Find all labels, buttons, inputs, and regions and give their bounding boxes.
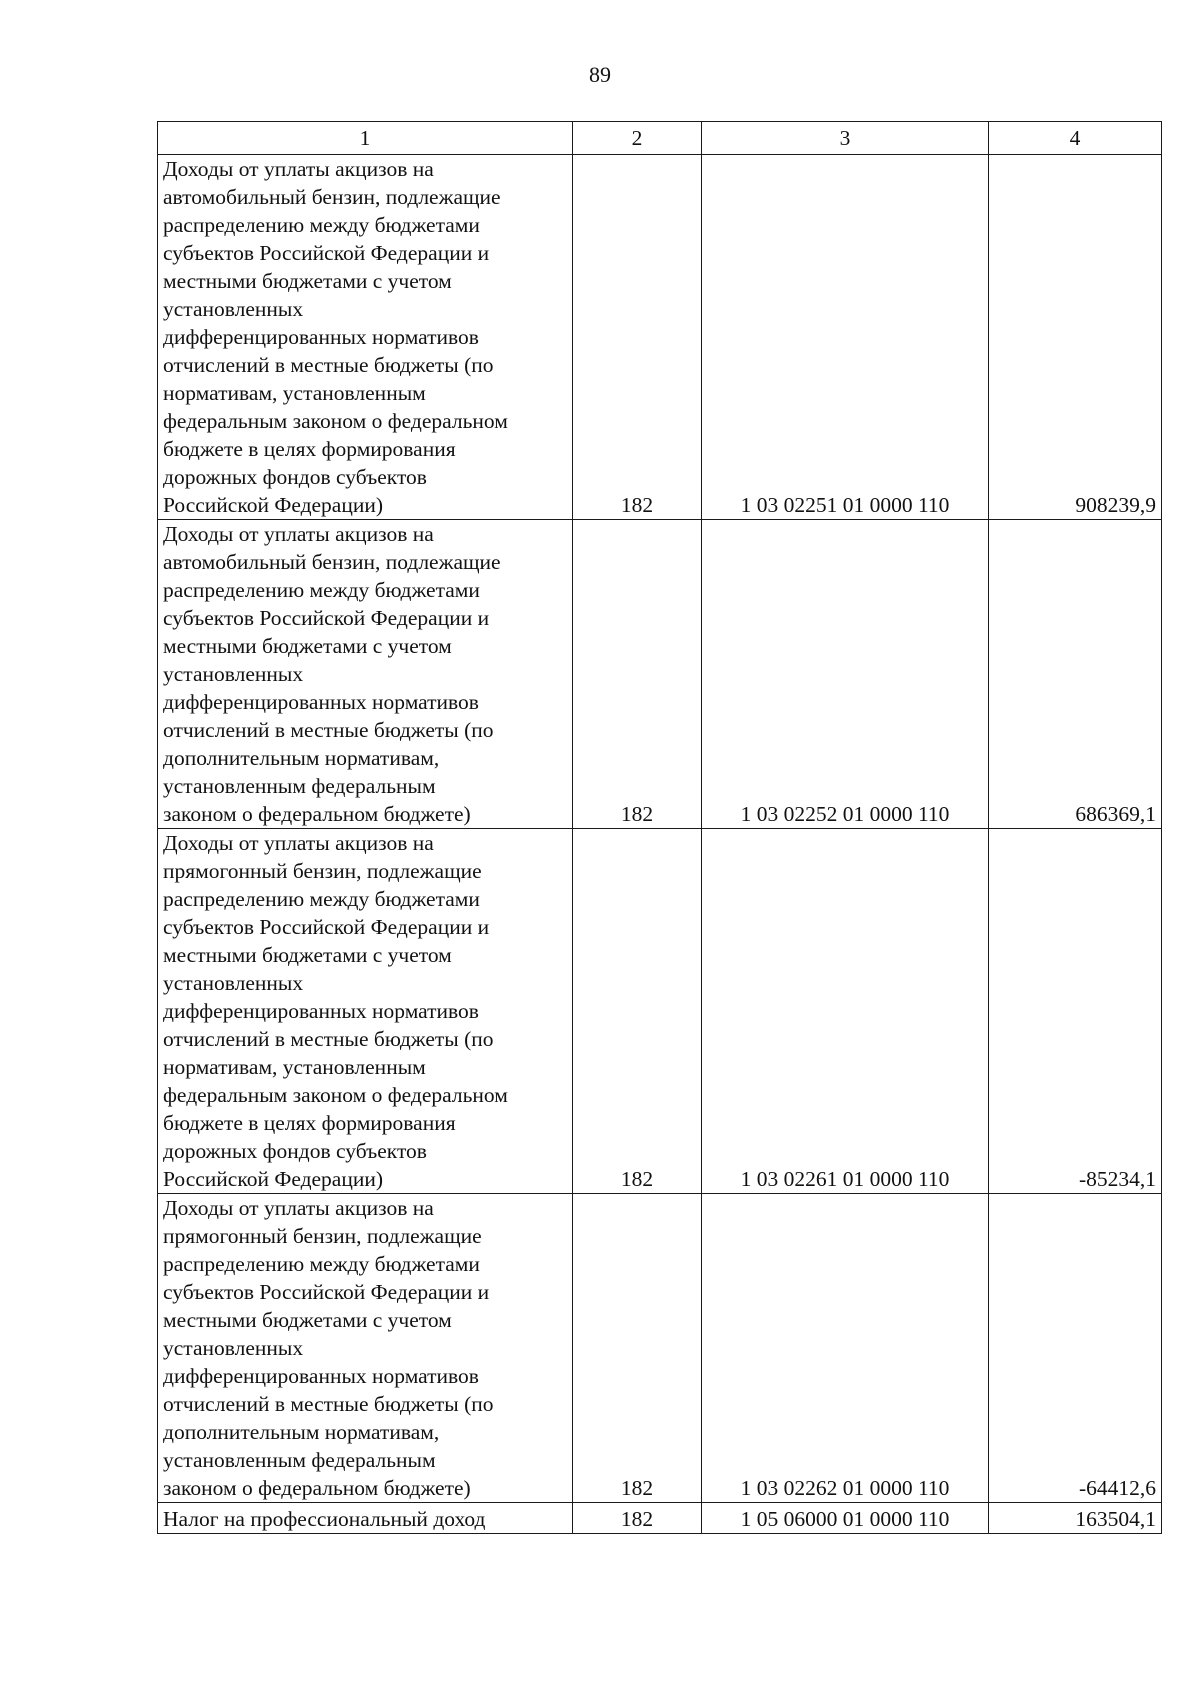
revenue-name-line: Доходы от уплаты акцизов на bbox=[163, 1196, 434, 1220]
header-col-3: 3 bbox=[702, 122, 989, 155]
revenue-name-cell bbox=[158, 520, 573, 829]
revenue-name-line: местными бюджетами с учетом bbox=[163, 634, 452, 658]
revenue-name-line: дифференцированных нормативов bbox=[163, 690, 479, 714]
amount-cell: 163504,1 bbox=[989, 1503, 1162, 1534]
budget-code-cell: 1 05 06000 01 0000 110 bbox=[702, 1503, 989, 1534]
amount-cell: -85234,1 bbox=[989, 829, 1162, 1194]
table-row bbox=[158, 1194, 1162, 1503]
header-col-2: 2 bbox=[573, 122, 702, 155]
admin-code-cell: 182 bbox=[573, 155, 702, 520]
revenue-name-line: установленных bbox=[163, 971, 304, 995]
revenue-name-line: федеральным законом о федеральном bbox=[163, 1083, 508, 1107]
revenue-name-line: местными бюджетами с учетом bbox=[163, 269, 452, 293]
admin-code-cell: 182 bbox=[573, 1194, 702, 1503]
budget-code-cell: 1 03 02261 01 0000 110 bbox=[702, 829, 989, 1194]
revenue-name-line: дорожных фондов субъектов bbox=[163, 465, 427, 489]
header-col-1: 1 bbox=[158, 122, 573, 155]
amount-cell: 908239,9 bbox=[989, 155, 1162, 520]
amount-cell: 686369,1 bbox=[989, 520, 1162, 829]
revenue-name-line: автомобильный бензин, подлежащие bbox=[163, 185, 501, 209]
budget-code-cell: 1 03 02262 01 0000 110 bbox=[702, 1194, 989, 1503]
table-row bbox=[158, 155, 1162, 520]
admin-code-cell: 182 bbox=[573, 1503, 702, 1534]
revenue-name-line: установленным федеральным bbox=[163, 1448, 436, 1472]
revenue-name-line: субъектов Российской Федерации и bbox=[163, 606, 490, 630]
revenue-name-cell bbox=[158, 155, 573, 520]
revenue-name-line: дорожных фондов субъектов bbox=[163, 1139, 427, 1163]
revenue-name-line: установленных bbox=[163, 1336, 304, 1360]
revenue-name-line: распределению между бюджетами bbox=[163, 213, 480, 237]
revenue-name-line: законом о федеральном бюджете) bbox=[163, 1476, 471, 1500]
header-col-4: 4 bbox=[989, 122, 1162, 155]
amount-cell: -64412,6 bbox=[989, 1194, 1162, 1503]
revenue-name-line: федеральным законом о федеральном bbox=[163, 409, 508, 433]
revenue-name-line: местными бюджетами с учетом bbox=[163, 943, 452, 967]
revenue-table bbox=[157, 121, 1162, 1534]
revenue-name-line: нормативам, установленным bbox=[163, 1055, 426, 1079]
revenue-name-line: законом о федеральном бюджете) bbox=[163, 802, 471, 826]
revenue-name-line: распределению между бюджетами bbox=[163, 1252, 480, 1276]
revenue-name-line: дополнительным нормативам, bbox=[163, 746, 440, 770]
revenue-name-line: Российской Федерации) bbox=[163, 493, 384, 517]
admin-code-cell: 182 bbox=[573, 829, 702, 1194]
revenue-name-line: распределению между бюджетами bbox=[163, 887, 480, 911]
page-number: 89 bbox=[589, 62, 611, 87]
revenue-name-line: установленных bbox=[163, 297, 304, 321]
revenue-name-line: установленным федеральным bbox=[163, 774, 436, 798]
revenue-name-line: отчислений в местные бюджеты (по bbox=[163, 353, 494, 377]
revenue-name-line: Российской Федерации) bbox=[163, 1167, 384, 1191]
revenue-name-line: дополнительным нормативам, bbox=[163, 1420, 440, 1444]
revenue-name-line: субъектов Российской Федерации и bbox=[163, 915, 490, 939]
revenue-name-line: отчислений в местные бюджеты (по bbox=[163, 1027, 494, 1051]
budget-code-cell: 1 03 02251 01 0000 110 bbox=[702, 155, 989, 520]
revenue-name-line: местными бюджетами с учетом bbox=[163, 1308, 452, 1332]
revenue-name-cell bbox=[158, 1194, 573, 1503]
revenue-name-line: бюджете в целях формирования bbox=[163, 1111, 456, 1135]
revenue-name-line: дифференцированных нормативов bbox=[163, 325, 479, 349]
revenue-name-line: прямогонный бензин, подлежащие bbox=[163, 1224, 482, 1248]
revenue-name-line: Доходы от уплаты акцизов на bbox=[163, 157, 434, 181]
revenue-name-line: дифференцированных нормативов bbox=[163, 999, 479, 1023]
revenue-name-cell bbox=[158, 1503, 573, 1534]
revenue-name-line: дифференцированных нормативов bbox=[163, 1364, 479, 1388]
budget-code-cell: 1 03 02252 01 0000 110 bbox=[702, 520, 989, 829]
revenue-name-line: распределению между бюджетами bbox=[163, 578, 480, 602]
revenue-name-line: субъектов Российской Федерации и bbox=[163, 1280, 490, 1304]
revenue-name-cell bbox=[158, 829, 573, 1194]
revenue-name-line: установленных bbox=[163, 662, 304, 686]
admin-code-cell: 182 bbox=[573, 520, 702, 829]
revenue-name-line: Доходы от уплаты акцизов на bbox=[163, 831, 434, 855]
revenue-name-line: Доходы от уплаты акцизов на bbox=[163, 522, 434, 546]
revenue-name-line: отчислений в местные бюджеты (по bbox=[163, 1392, 494, 1416]
revenue-name-line: автомобильный бензин, подлежащие bbox=[163, 550, 501, 574]
table-row bbox=[158, 520, 1162, 829]
table-header-row bbox=[158, 122, 1162, 155]
revenue-name-line: субъектов Российской Федерации и bbox=[163, 241, 490, 265]
revenue-name-line: бюджете в целях формирования bbox=[163, 437, 456, 461]
table-row bbox=[158, 829, 1162, 1194]
table-row bbox=[158, 1503, 1162, 1534]
revenue-name-line: прямогонный бензин, подлежащие bbox=[163, 859, 482, 883]
revenue-name-line: нормативам, установленным bbox=[163, 381, 426, 405]
revenue-name-line: Налог на профессиональный доход bbox=[163, 1507, 486, 1531]
revenue-name-line: отчислений в местные бюджеты (по bbox=[163, 718, 494, 742]
